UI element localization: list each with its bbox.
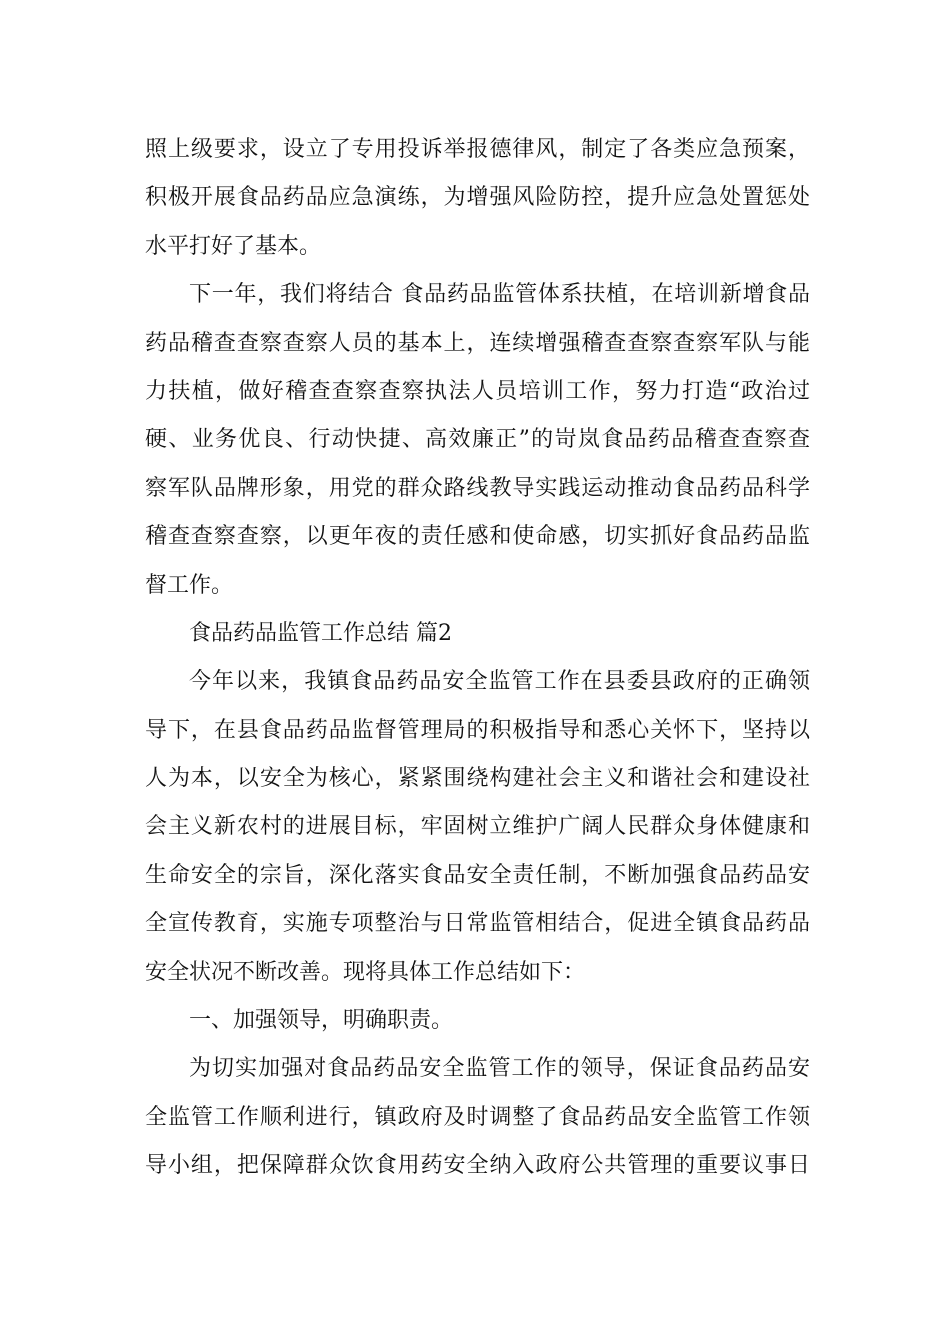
text-line: 督工作。 (145, 572, 234, 598)
text-line: 照上级要求，设立了专用投诉举报德律风，制定了各类应急预案， (145, 137, 810, 162)
text-line: 下一年，我们将结合 食品药品监管体系扶植，在培训新增食品 (189, 282, 810, 308)
text-line: 积极开展食品药品应急演练，为增强风险防控，提升应急处置惩处 (145, 185, 810, 211)
text-line: 水平打好了基本。 (145, 233, 322, 259)
text-line: 全宣传教育，实施专项整治与日常监管相结合，促进全镇食品药品 (145, 911, 810, 937)
text-line: 一、加强领导，明确职责。 (189, 1008, 454, 1034)
text-line: 人为本，以安全为核心，紧紧围绕构建社会主义和谐社会和建设社 (145, 766, 810, 792)
text-line: 稽查查察查察，以更年夜的责任感和使命感，切实抓好食品药品监 (145, 524, 810, 550)
text-line: 今年以来，我镇食品药品安全监管工作在县委县政府的正确领 (189, 669, 810, 695)
text-line: 导下，在县食品药品监督管理局的积极指导和悉心关怀下，坚持以 (145, 717, 810, 743)
text-line: 全监管工作顺利进行，镇政府及时调整了食品药品安全监管工作领 (145, 1104, 810, 1130)
text-line: 为切实加强对食品药品安全监管工作的领导，保证食品药品安 (189, 1056, 810, 1082)
text-line: 导小组，把保障群众饮食用药安全纳入政府公共管理的重要议事日 (145, 1153, 810, 1179)
text-line: 生命安全的宗旨，深化落实食品安全责任制，不断加强食品药品安 (145, 862, 810, 888)
document-body (145, 126, 810, 1191)
text-line: 会主义新农村的进展目标，牢固树立维护广阔人民群众身体健康和 (145, 814, 810, 840)
text-line: 安全状况不断改善。现将具体工作总结如下： (145, 959, 586, 985)
text-line: 力扶植，做好稽查查察查察执法人员培训工作，努力打造“政治过 (145, 378, 810, 404)
text-line: 硬、业务优良、行动快捷、高效廉正”的岢岚食品药品稽查查察查 (145, 427, 810, 453)
text-line: 察军队品牌形象，用党的群众路线教导实践运动推动食品药品科学 (145, 475, 810, 501)
text-line: 药品稽查查察查察人员的基本上，连续增强稽查查察查察军队与能 (145, 330, 810, 356)
text-line: 食品药品监管工作总结 篇2 (189, 620, 452, 646)
